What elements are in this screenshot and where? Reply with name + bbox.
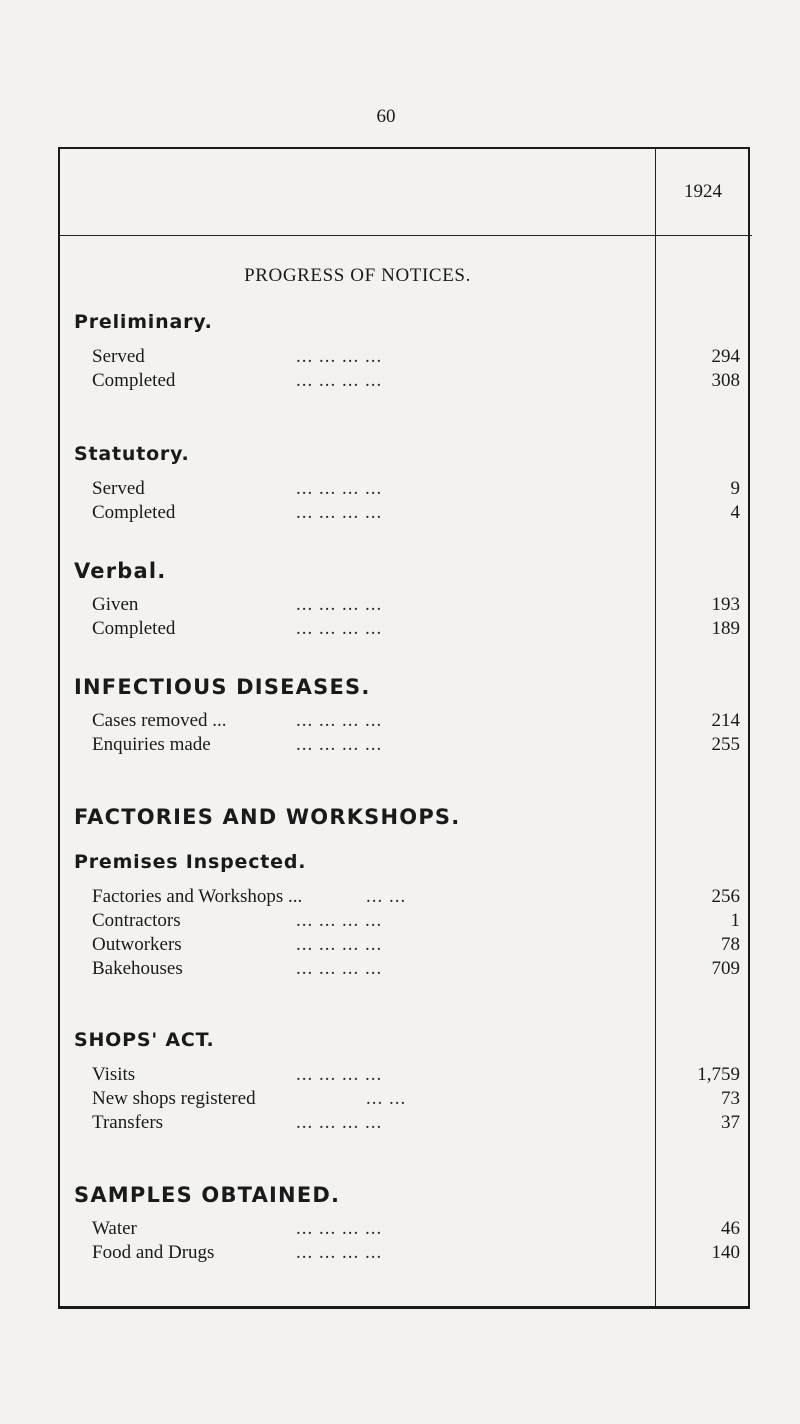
table-row (60, 1112, 752, 1136)
table-row (60, 1088, 752, 1112)
section-title-verbal: Verbal. (74, 559, 167, 583)
leader-dots: ... ... ... ... (296, 478, 383, 499)
row-label: Food and Drugs (92, 1242, 215, 1263)
leader-dots: ... ... ... ... (296, 1112, 383, 1133)
row-label: Completed (92, 618, 176, 639)
row-value: 4 (730, 502, 740, 523)
table-row (60, 1064, 752, 1088)
row-label: Outworkers (92, 934, 182, 955)
row-value: 294 (711, 346, 740, 367)
table-row (60, 346, 752, 370)
section-title-samples-obtained: SAMPLES OBTAINED. (74, 1183, 341, 1207)
table-row (60, 502, 752, 526)
leader-dots: ... ... (366, 886, 407, 907)
header-rule (60, 235, 752, 236)
leader-dots: ... ... ... ... (296, 734, 383, 755)
section-title-shops-act: SHOPS' ACT. (74, 1029, 215, 1051)
row-value: 709 (711, 958, 740, 979)
row-label: Transfers (92, 1112, 164, 1133)
table-row (60, 958, 752, 982)
section-title-factories-workshops: FACTORIES AND WORKSHOPS. (74, 805, 461, 829)
year-column-header: 1924 (684, 181, 722, 202)
table-row (60, 618, 752, 642)
table-row (60, 370, 752, 394)
leader-dots: ... ... ... ... (296, 934, 383, 955)
leader-dots: ... ... (366, 1088, 407, 1109)
row-label: Served (92, 478, 145, 499)
section-title-preliminary: Preliminary. (74, 311, 213, 333)
row-label: Served (92, 346, 145, 367)
row-label: Cases removed ... (92, 710, 227, 731)
leader-dots: ... ... ... ... (296, 346, 383, 367)
row-value: 46 (721, 1218, 740, 1239)
row-value: 78 (721, 934, 740, 955)
row-label: Visits (92, 1064, 136, 1085)
row-label: Completed (92, 502, 176, 523)
row-value: 1,759 (697, 1064, 740, 1085)
table-row (60, 594, 752, 618)
row-label: Factories and Workshops ... (92, 886, 303, 907)
row-label: New shops registered (92, 1088, 256, 1109)
row-value: 37 (721, 1112, 740, 1133)
row-value: 256 (711, 886, 740, 907)
leader-dots: ... ... ... ... (296, 710, 383, 731)
table-row (60, 710, 752, 734)
table-row (60, 886, 752, 910)
row-label: Enquiries made (92, 734, 211, 755)
row-value: 189 (711, 618, 740, 639)
row-value: 140 (711, 1242, 740, 1263)
table-row (60, 478, 752, 502)
leader-dots: ... ... ... ... (296, 1064, 383, 1085)
leader-dots: ... ... ... ... (296, 1242, 383, 1263)
section-title-statutory: Statutory. (74, 443, 190, 465)
row-value: 73 (721, 1088, 740, 1109)
table-row (60, 934, 752, 958)
leader-dots: ... ... ... ... (296, 1218, 383, 1239)
leader-dots: ... ... ... ... (296, 594, 383, 615)
row-label: Given (92, 594, 139, 615)
leader-dots: ... ... ... ... (296, 370, 383, 391)
table-row (60, 910, 752, 934)
row-value: 308 (711, 370, 740, 391)
leader-dots: ... ... ... ... (296, 502, 383, 523)
row-value: 1 (730, 910, 740, 931)
row-label: Water (92, 1218, 137, 1239)
table-row (60, 1218, 752, 1242)
row-label: Bakehouses (92, 958, 183, 979)
row-value: 214 (711, 710, 740, 731)
section-title-infectious-diseases: INFECTIOUS DISEASES. (74, 675, 371, 699)
notices-table (58, 147, 750, 1309)
row-value: 193 (711, 594, 740, 615)
page-number: 60 (376, 106, 396, 127)
row-label: Contractors (92, 910, 181, 931)
leader-dots: ... ... ... ... (296, 958, 383, 979)
leader-dots: ... ... ... ... (296, 618, 383, 639)
table-row (60, 1242, 752, 1266)
table-row (60, 734, 752, 758)
main-heading: PROGRESS OF NOTICES. (244, 265, 471, 286)
row-label: Completed (92, 370, 176, 391)
section-title-premises-inspected: Premises Inspected. (74, 851, 307, 873)
row-value: 255 (711, 734, 740, 755)
row-value: 9 (730, 478, 740, 499)
leader-dots: ... ... ... ... (296, 910, 383, 931)
